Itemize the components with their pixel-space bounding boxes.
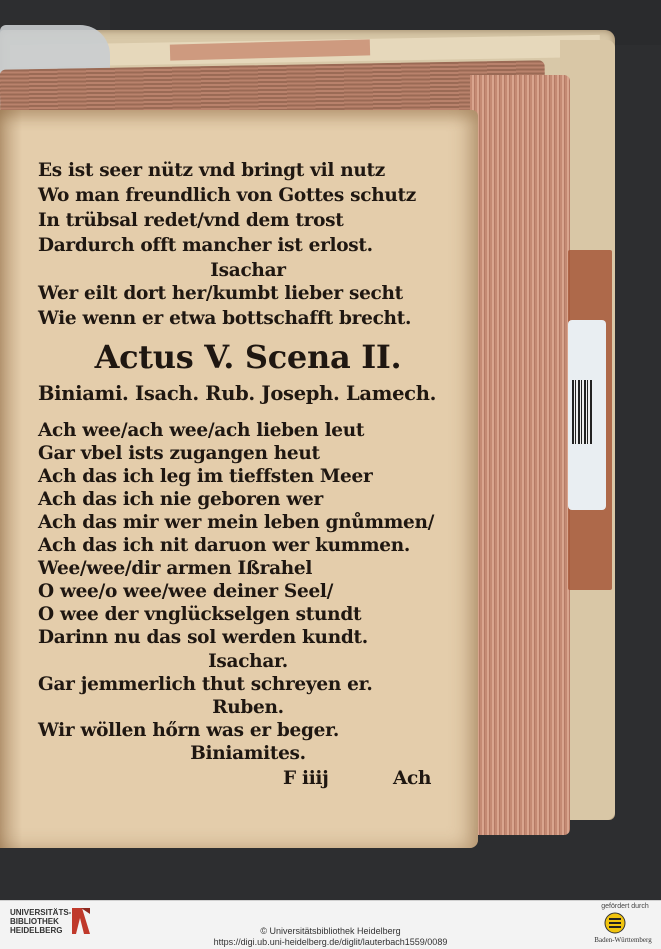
character-list: Biniami. Isach. Rub. Joseph. Lamech. xyxy=(38,382,437,405)
library-name-line: HEIDELBERG xyxy=(10,926,63,935)
verse-line: Gar vbel ists zugangen heut xyxy=(38,443,320,464)
copyright-notice: © Universitätsbibliothek Heidelberg xyxy=(260,926,401,936)
verse-line: Wir wöllen hőrn was er beger. xyxy=(38,720,340,741)
speaker-name: Isachar. xyxy=(208,651,288,672)
verse-line: Gar jemmerlich thut schreyen er. xyxy=(38,674,373,695)
verse-line: Dardurch offt mancher ist erlost. xyxy=(38,235,373,256)
verse-line: Wie wenn er etwa bottschafft brecht. xyxy=(38,308,412,329)
verse-line: Ach wee/ach wee/ach lieben leut xyxy=(38,420,365,441)
verse-line: Darinn nu das sol werden kundt. xyxy=(38,627,368,648)
verse-line: Es ist seer nütz vnd bringt vil nutz xyxy=(38,160,385,181)
catchword: Ach xyxy=(393,768,432,789)
signature-mark: F iiij xyxy=(283,768,329,789)
coat-of-arms-icon xyxy=(603,912,627,934)
verse-line: Ach das ich nie geboren wer xyxy=(38,489,323,510)
verse-line: Ach das ich leg im tieffsten Meer xyxy=(38,466,373,487)
library-name-line: UNIVERSITÄTS- xyxy=(10,908,72,917)
verse-line: Wer eilt dort her/kumbt lieber secht xyxy=(38,283,403,304)
speaker-name: Isachar xyxy=(210,260,286,281)
speaker-name: Biniamites. xyxy=(190,743,306,764)
verse-line: Ach das ich nit daruon wer kummen. xyxy=(38,535,411,556)
verse-line: O wee/o wee/wee deiner Seel/ xyxy=(38,581,334,602)
verse-line: Ach das mir wer mein leben gnůmmen/ xyxy=(38,512,435,533)
sponsor-label: gefördert durch xyxy=(601,903,649,910)
verse-line: In trübsal redet/vnd dem trost xyxy=(38,210,344,231)
permalink[interactable]: https://digi.ub.uni-heidelberg.de/diglit/lauterbach1559/0089 xyxy=(213,937,448,947)
speaker-name: Ruben. xyxy=(212,697,284,718)
page-edges xyxy=(470,75,570,835)
act-scene-title: Actus V. Scena II. xyxy=(94,338,402,376)
verse-line: Wee/wee/dir armen Ißrahel xyxy=(38,558,313,579)
verse-line: O wee der vnglückselgen stundt xyxy=(38,604,362,625)
barcode-icon xyxy=(572,380,592,444)
verse-line: Wo man freundlich von Gottes schutz xyxy=(38,185,416,206)
sponsor-name: Baden-Württemberg xyxy=(594,936,652,944)
library-name-line: BIBLIOTHEK xyxy=(10,917,59,926)
